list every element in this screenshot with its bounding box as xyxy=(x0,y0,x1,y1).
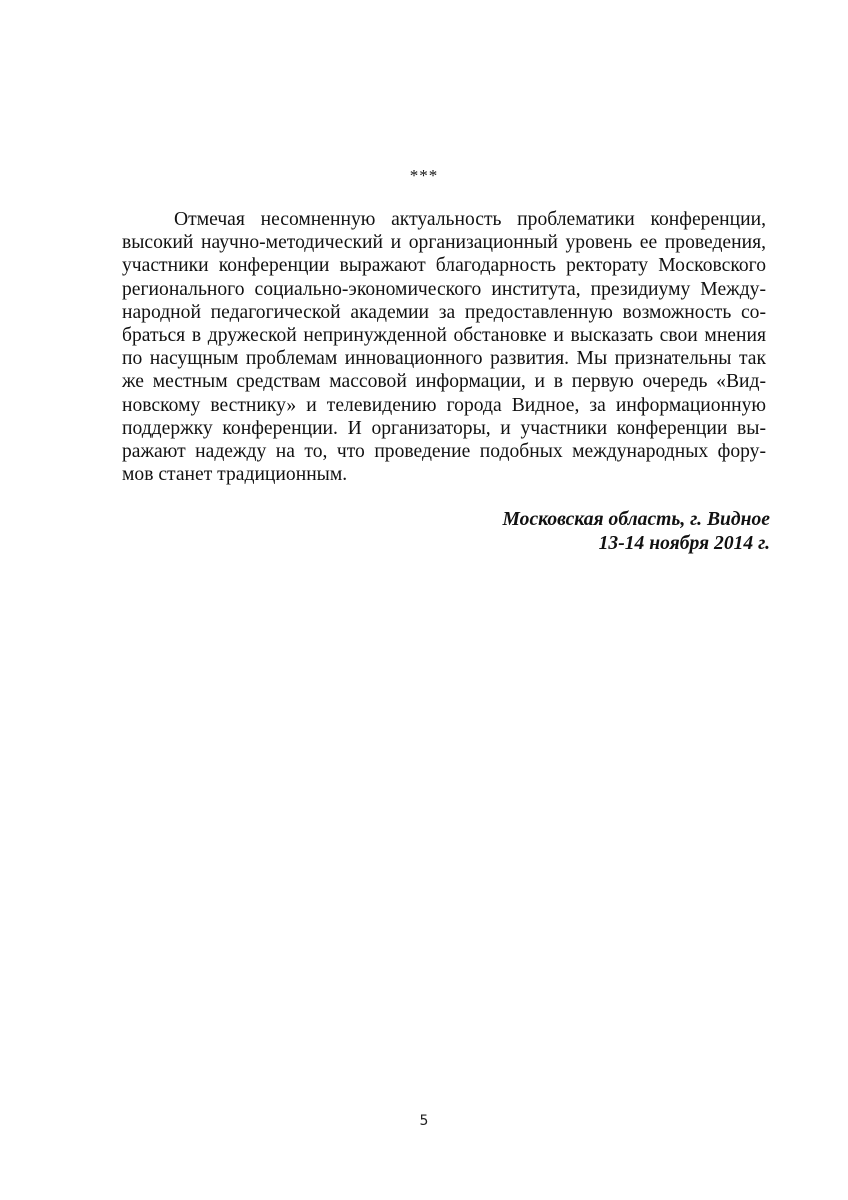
paragraph-line: по насущным проблемам инновационного развития. Мы признательны так xyxy=(122,348,766,370)
paragraph-line: регионального социально-экономического института, президиуму Между- xyxy=(122,278,766,300)
signature-place: Московская область, г. Видное xyxy=(502,509,770,530)
paragraph-line: новскому вестнику» и телевидению города Видное, за информационную xyxy=(122,394,766,416)
paragraph-line: народной педагогической академии за предоставленную возможность со- xyxy=(122,301,766,323)
paragraph-line: поддержку конференции. И организаторы, и участники конференции вы- xyxy=(122,417,766,439)
closing-paragraph xyxy=(122,208,766,486)
paragraph-line: же местным средствам массовой информации, и в первую очередь «Вид- xyxy=(122,371,766,393)
paragraph-line: участники конференции выражают благодарность ректорату Московского xyxy=(122,255,766,277)
paragraph-line: высокий научно-методический и организационный уровень ее проведения, xyxy=(122,232,766,254)
paragraph-line: Отмечая несомненную актуальность проблематики конференции, xyxy=(174,209,766,230)
paragraph-line: мов станет традиционным. xyxy=(122,464,348,486)
signature-date: 13-14 ноября 2014 г. xyxy=(598,532,770,554)
paragraph-line: браться в дружеской непринужденной обстановке и высказать свои мнения xyxy=(122,325,766,347)
section-separator: *** xyxy=(409,166,439,185)
page-number: 5 xyxy=(419,1113,429,1129)
signature-block xyxy=(503,508,771,555)
paragraph-line: ражают надежду на то, что проведение подобных международных фору- xyxy=(122,441,766,463)
